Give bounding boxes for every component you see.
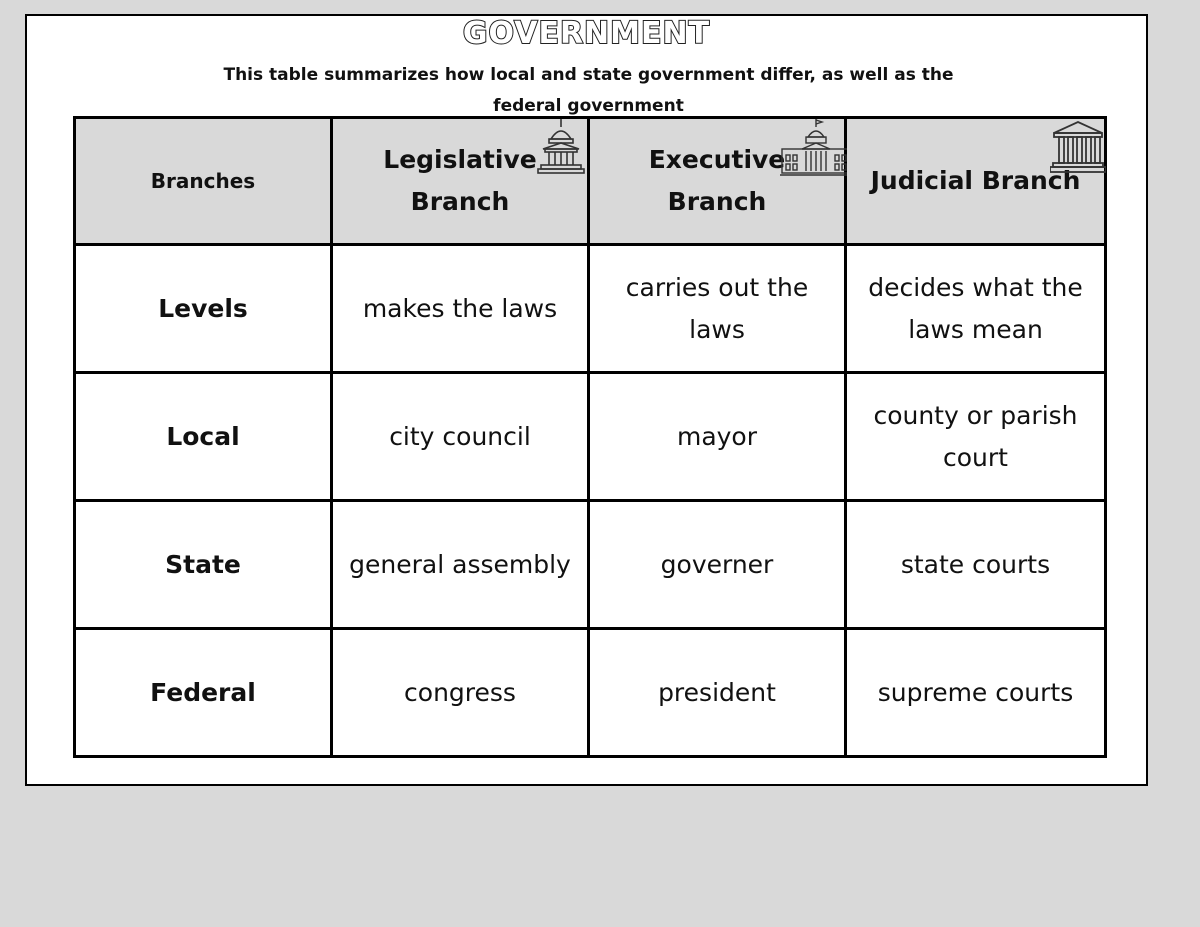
header-label: Branches (150, 169, 256, 193)
capitol-dome-icon (537, 117, 585, 175)
header-label: Judicial Branch (870, 166, 1081, 195)
header-row (75, 118, 1106, 245)
header-label: Legislative Branch (383, 145, 537, 216)
row-label: State (75, 501, 332, 629)
header-cell-executive (589, 118, 846, 245)
table-cell: makes the laws (332, 245, 589, 373)
table-row (75, 373, 1106, 501)
state-capitol-icon (780, 117, 852, 179)
row-label: Levels (75, 245, 332, 373)
table-row (75, 245, 1106, 373)
header-label: Executive Branch (648, 145, 786, 216)
table-cell: state courts (846, 501, 1106, 629)
table-cell: supreme courts (846, 629, 1106, 757)
row-label: Federal (75, 629, 332, 757)
government-table (73, 116, 1107, 758)
table-cell: general assembly (332, 501, 589, 629)
row-label: Local (75, 373, 332, 501)
table-cell: carries out the laws (589, 245, 846, 373)
table-row (75, 501, 1106, 629)
header-cell-legislative (332, 118, 589, 245)
page-subtitle: This table summarizes how local and state government differ, as well as the federal government (223, 65, 954, 116)
page-title: GOVERNMENT (462, 16, 711, 51)
table-cell: governer (589, 501, 846, 629)
table-cell: city council (332, 373, 589, 501)
table-cell: decides what the laws mean (846, 245, 1106, 373)
table-row (75, 629, 1106, 757)
header-cell-judicial (846, 118, 1106, 245)
table-cell: president (589, 629, 846, 757)
courthouse-icon (1050, 119, 1106, 175)
table-cell: county or parish court (846, 373, 1106, 501)
slide (25, 14, 1148, 786)
table-cell: congress (332, 629, 589, 757)
table-cell: mayor (589, 373, 846, 501)
header-cell-branches (75, 118, 332, 245)
